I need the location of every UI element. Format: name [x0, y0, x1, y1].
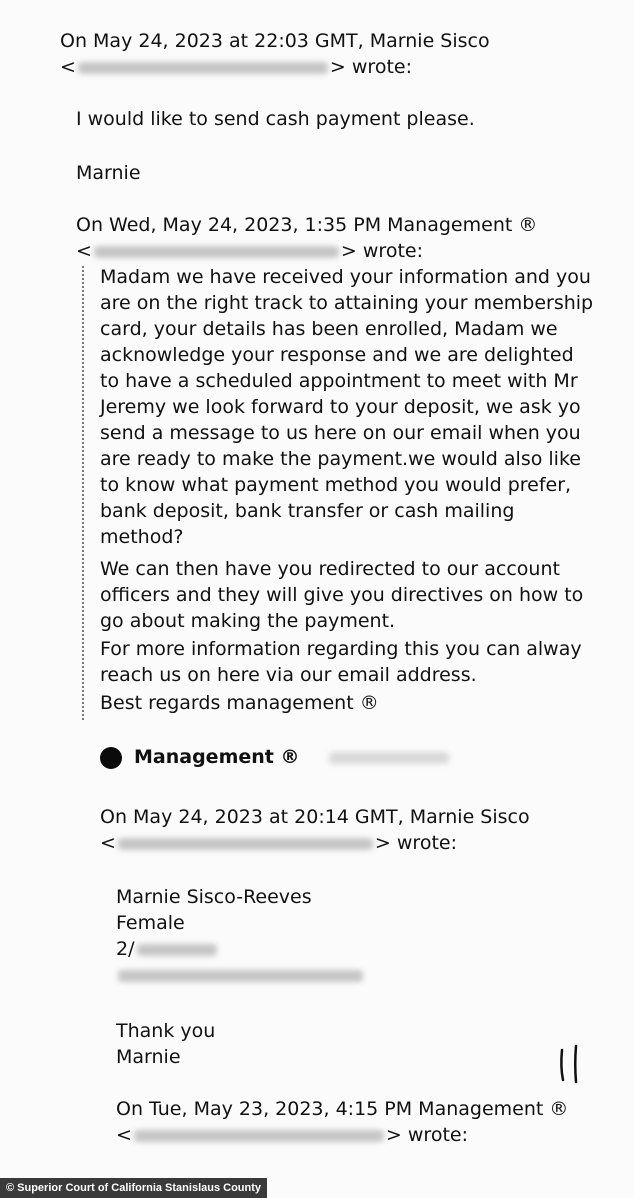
quoted-line: For more information regarding this you can alway [100, 638, 582, 660]
quoted-line: officers and they will give you directives on how to [100, 584, 584, 606]
redacted-email-address [118, 838, 373, 850]
wrote-label: > wrote: [385, 1124, 468, 1146]
handwritten-mark-icon [556, 1044, 586, 1084]
detail-email [116, 962, 365, 988]
email-header-line: On Wed, May 24, 2023, 1:35 PM Management ® [76, 214, 538, 236]
email-header-address [116, 1122, 468, 1148]
quoted-line: are on the right track to attaining your membership [100, 292, 594, 314]
reply-body: I would like to send cash payment please. [76, 108, 475, 130]
quoted-line: Madam we have received your information and you [100, 266, 591, 288]
quote-bar [82, 266, 86, 720]
address-open-bracket: < [116, 1124, 132, 1146]
address-open-bracket: < [60, 56, 76, 78]
quoted-line: We can then have you redirected to our account [100, 558, 560, 580]
detail-dob [116, 936, 219, 962]
detail-gender: Female [116, 912, 185, 934]
quoted-line: card, your details has been enrolled, Madam we [100, 318, 558, 340]
email-header-line: On Tue, May 23, 2023, 4:15 PM Management ® [116, 1098, 569, 1120]
email-header-line: On May 24, 2023 at 20:14 GMT, Marnie Sisco [100, 806, 530, 828]
quoted-line: method? [100, 526, 184, 548]
redacted-sender-info [329, 752, 449, 764]
address-open-bracket: < [76, 240, 92, 262]
quoted-line: to have a scheduled appointment to meet with Mr [100, 370, 578, 392]
redacted-email-address [118, 970, 363, 982]
email-header-address [76, 238, 423, 264]
email-header-line: On May 24, 2023 at 22:03 GMT, Marnie Sisco [60, 30, 490, 52]
sender-block [100, 744, 451, 770]
image-credit: © Superior Court of California Stanislaus County [0, 1178, 267, 1198]
reply-thanks: Thank you [116, 1020, 216, 1042]
quoted-line: reach us on here via our email address. [100, 664, 477, 686]
email-header-address [60, 54, 412, 80]
quoted-line: Jeremy we look forward to your deposit, we ask yo [100, 396, 581, 418]
redacted-email-address [78, 62, 328, 74]
quoted-line: Best regards management ® [100, 692, 379, 714]
bullet-dot-icon [100, 747, 122, 769]
quoted-line: send a message to us here on our email when you [100, 422, 581, 444]
dob-prefix: 2/ [116, 938, 135, 960]
quoted-line: go about making the payment. [100, 610, 396, 632]
redacted-email-address [94, 246, 339, 258]
quoted-line: are ready to make the payment.we would also like [100, 448, 581, 470]
reply-signature: Marnie [116, 1046, 181, 1068]
email-header-address [100, 830, 457, 856]
wrote-label: > wrote: [329, 56, 412, 78]
quoted-line: to know what payment method you would prefer, [100, 474, 572, 496]
reply-signature: Marnie [76, 162, 141, 184]
address-open-bracket: < [100, 832, 116, 854]
quoted-line: bank deposit, bank transfer or cash mailing [100, 500, 515, 522]
redacted-dob [137, 944, 217, 956]
sender-name: Management ® [134, 746, 300, 768]
detail-name: Marnie Sisco-Reeves [116, 886, 312, 908]
quoted-line: acknowledge your response and we are delighted [100, 344, 574, 366]
redacted-email-address [134, 1130, 384, 1142]
wrote-label: > wrote: [374, 832, 457, 854]
wrote-label: > wrote: [340, 240, 423, 262]
